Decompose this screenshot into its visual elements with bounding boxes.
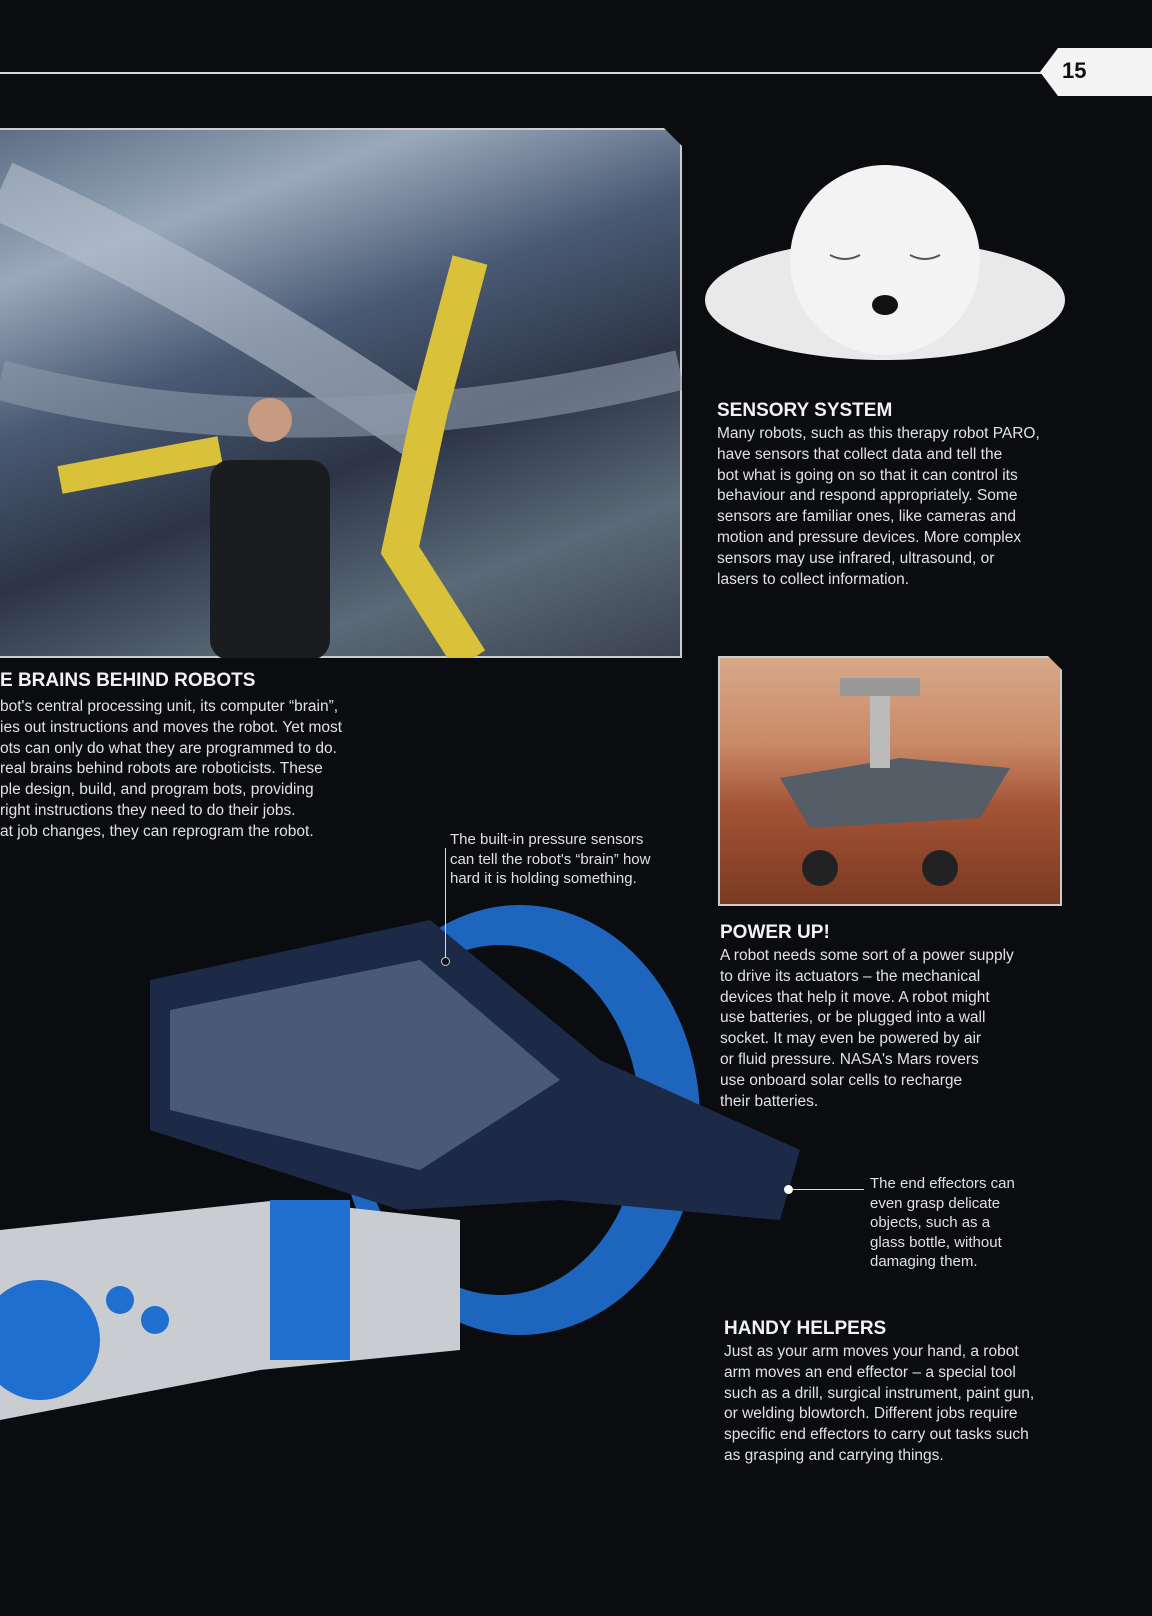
text-line: ots can only do what they are programmed to do.	[0, 739, 337, 757]
factory-robot-photo	[0, 128, 682, 658]
handy-heading: HANDY HELPERS	[724, 1318, 887, 1339]
text-line: A robot needs some sort of a power supply	[720, 947, 1014, 964]
text-line: socket. It may even be powered by air	[720, 1030, 982, 1048]
text-line: to drive its actuators – the mechanical	[720, 967, 981, 985]
text-line: bot what is going on so that it can control its	[717, 466, 1018, 484]
text-line: real brains behind robots are roboticists. These	[0, 760, 323, 778]
sensory-body	[717, 424, 1040, 590]
text-line: ple design, build, and program bots, providing	[0, 781, 314, 799]
text-line: specific end effectors to carry out tasks such	[724, 1426, 1029, 1444]
text-line: behaviour and respond appropriately. Some	[717, 487, 1018, 505]
text-line: arm moves an end effector – a special tool	[724, 1363, 1016, 1381]
mars-rover-photo	[718, 656, 1062, 906]
text-line: or fluid pressure. NASA's Mars rovers	[720, 1050, 979, 1068]
pressure-caption	[450, 830, 650, 889]
text-line: as grasping and carrying things.	[724, 1446, 944, 1464]
brains-heading: E BRAINS BEHIND ROBOTS	[0, 670, 256, 691]
effectors-caption	[870, 1174, 1015, 1272]
text-line: can tell the robot's “brain” how	[450, 850, 651, 868]
text-line: objects, such as a	[870, 1214, 991, 1232]
robot-arm-bottle-illustration	[0, 900, 820, 1520]
text-line: damaging them.	[870, 1253, 978, 1271]
text-line: sensors are familiar ones, like cameras and	[717, 508, 1016, 526]
text-line: have sensors that collect data and tell the	[717, 445, 1003, 463]
text-line: lasers to collect information.	[717, 570, 910, 588]
brains-body	[0, 697, 342, 843]
text-line: ies out instructions and moves the robot. Yet most	[0, 718, 343, 736]
text-line: their batteries.	[720, 1092, 819, 1110]
text-line: right instructions they need to do their jobs.	[0, 801, 296, 819]
sensory-heading: SENSORY SYSTEM	[717, 400, 893, 421]
effectors-leader-dot	[784, 1185, 793, 1194]
text-line: Many robots, such as this therapy robot PARO,	[717, 425, 1040, 442]
text-line: at job changes, they can reprogram the robot.	[0, 822, 314, 840]
page-number-tab	[1040, 48, 1152, 96]
text-line: or welding blowtorch. Different jobs require	[724, 1405, 1018, 1423]
text-line: motion and pressure devices. More complex	[717, 528, 1022, 546]
paro-seal-photo	[700, 160, 1075, 385]
power-heading: POWER UP!	[720, 922, 830, 943]
text-line: devices that help it move. A robot might	[720, 988, 990, 1006]
factory-illustration	[0, 130, 684, 660]
pressure-leader-dot	[441, 957, 450, 966]
header-rule	[0, 72, 1050, 74]
text-line: such as a drill, surgical instrument, paint gun,	[724, 1384, 1035, 1402]
text-line: use batteries, or be plugged into a wall	[720, 1009, 986, 1027]
rover-illustration	[720, 658, 1064, 908]
text-line: even grasp delicate	[870, 1194, 1001, 1212]
effectors-leader-line	[790, 1189, 864, 1190]
text-line: Just as your arm moves your hand, a robot	[724, 1343, 1019, 1360]
text-line: glass bottle, without	[870, 1233, 1002, 1251]
power-body	[720, 946, 1014, 1112]
pressure-leader-line	[445, 848, 446, 960]
text-line: sensors may use infrared, ultrasound, or	[717, 549, 995, 567]
text-line: The end effectors can	[870, 1175, 1015, 1192]
text-line: hard it is holding something.	[450, 870, 637, 888]
page-number: 15	[1062, 58, 1087, 83]
handy-body	[724, 1342, 1034, 1467]
text-line: bot's central processing unit, its computer “brain”,	[0, 698, 339, 715]
text-line: The built-in pressure sensors	[450, 831, 644, 848]
text-line: use onboard solar cells to recharge	[720, 1071, 963, 1089]
